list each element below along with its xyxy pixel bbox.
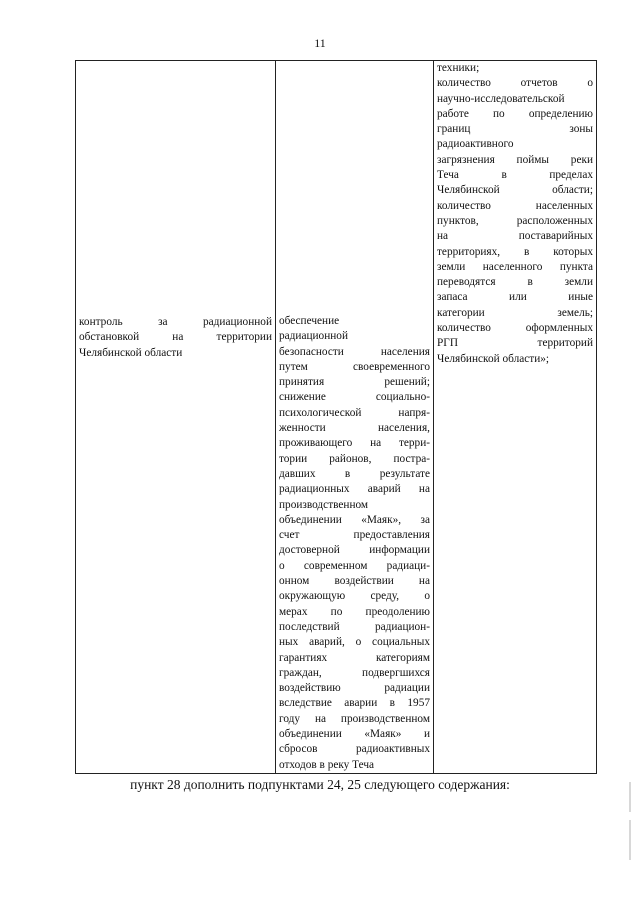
scan-margin-mark bbox=[629, 820, 631, 860]
cell-line: количество оформленных bbox=[437, 322, 593, 335]
cell-line: окружающую среду, о bbox=[279, 590, 430, 603]
cell-line: контроль за радиационной bbox=[79, 316, 272, 328]
cell-line: ных аварий, о социальных bbox=[279, 636, 430, 649]
cell-line: давших в результате bbox=[279, 467, 430, 480]
cell-line: путем своевременного bbox=[279, 360, 430, 373]
cell-indicator-text bbox=[79, 315, 272, 361]
cell-line: счет предоставления bbox=[279, 529, 430, 542]
cell-line: работе по определению bbox=[437, 107, 593, 120]
cell-line: территориях, в которых bbox=[437, 245, 593, 258]
cell-indicator bbox=[76, 61, 276, 774]
cell-line: объединении «Маяк», за bbox=[279, 513, 430, 526]
cell-line: снижение социально- bbox=[279, 391, 430, 404]
cell-line: вследствие аварии в 1957 bbox=[279, 697, 430, 710]
cell-line: количество населенных bbox=[437, 199, 593, 212]
cell-line: онном воздействии на bbox=[279, 575, 430, 588]
cell-line: объединении «Маяк» и bbox=[279, 728, 430, 741]
document-table bbox=[75, 60, 597, 774]
cell-line: гарантиях категориям bbox=[279, 651, 430, 664]
cell-line: году на производственном bbox=[279, 712, 430, 725]
cell-line: загрязнения поймы реки bbox=[437, 153, 593, 166]
cell-line: Челябинской области; bbox=[437, 184, 593, 197]
cell-line: радиоактивного bbox=[437, 138, 514, 151]
cell-line: Теча в пределах bbox=[437, 169, 593, 182]
cell-line: научно-исследовательской bbox=[437, 92, 565, 105]
cell-line: последствий радиацион- bbox=[279, 620, 430, 633]
cell-line: радиационных аварий на bbox=[279, 483, 430, 496]
scan-margin-mark bbox=[629, 782, 631, 812]
cell-line: переводятся в земли bbox=[437, 276, 593, 289]
cell-line: проживающего на терри- bbox=[279, 437, 430, 450]
cell-line: Челябинской области»; bbox=[437, 352, 550, 365]
cell-line: Челябинской области bbox=[79, 346, 183, 359]
cell-line: производственном bbox=[279, 498, 369, 511]
cell-line: принятия решений; bbox=[279, 376, 430, 389]
cell-line: запаса или иные bbox=[437, 291, 593, 304]
cell-measures bbox=[434, 61, 597, 774]
cell-line: радиационной bbox=[279, 330, 348, 343]
cell-line: обстановкой на территории bbox=[79, 331, 272, 344]
cell-line: категории земель; bbox=[437, 306, 593, 319]
cell-line: РГП территорий bbox=[437, 337, 593, 350]
cell-line: тории районов, постра- bbox=[279, 452, 430, 465]
cell-line: мерах по преодолению bbox=[279, 605, 430, 618]
cell-line: психологической напря- bbox=[279, 406, 430, 419]
cell-line: сбросов радиоактивных bbox=[279, 743, 430, 756]
amendment-text: пункт 28 дополнить подпунктами 24, 25 следующего содержания: bbox=[130, 777, 510, 792]
cell-line: пунктов, расположенных bbox=[437, 214, 593, 227]
cell-line: достоверной информации bbox=[279, 544, 430, 557]
table-row bbox=[76, 61, 597, 774]
cell-line: воздействию радиации bbox=[279, 682, 430, 695]
cell-goal-text bbox=[279, 314, 430, 773]
page-number: 11 bbox=[314, 36, 326, 50]
cell-line: границ зоны bbox=[437, 123, 593, 136]
cell-line: количество отчетов о bbox=[437, 77, 593, 90]
cell-line: обеспечение bbox=[279, 315, 340, 327]
cell-line: женности населения, bbox=[279, 422, 430, 435]
cell-line: граждан, подвергшихся bbox=[279, 666, 430, 679]
cell-line: отходов в реку Теча bbox=[279, 758, 375, 771]
cell-line: на поставарийных bbox=[437, 230, 593, 243]
cell-line: техники; bbox=[437, 62, 480, 74]
cell-line: о современном радиаци- bbox=[279, 559, 430, 572]
cell-goal bbox=[276, 61, 434, 774]
cell-line: безопасности населения bbox=[279, 345, 430, 358]
cell-line: земли населенного пункта bbox=[437, 260, 593, 273]
cell-measures-text bbox=[437, 61, 593, 367]
